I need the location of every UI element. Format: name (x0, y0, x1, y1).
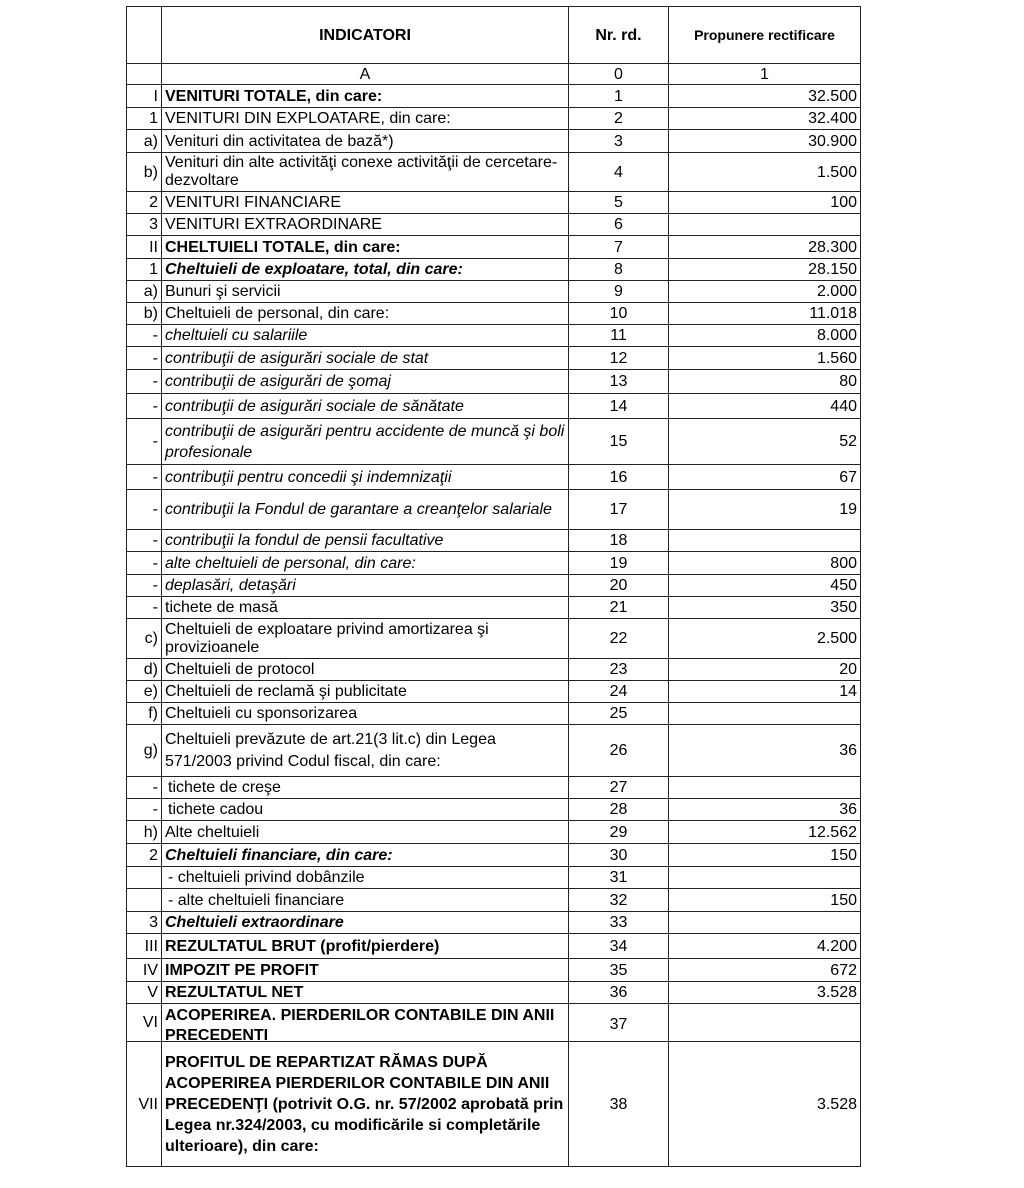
row-value: 2.000 (669, 281, 861, 303)
row-value: 32.500 (669, 85, 861, 108)
table-row (127, 394, 861, 419)
row-value: 350 (669, 597, 861, 619)
table-row (127, 214, 861, 236)
row-value (669, 867, 861, 889)
row-number: 10 (569, 303, 669, 325)
row-index: b) (127, 153, 162, 192)
row-index (127, 889, 162, 912)
table-row (127, 108, 861, 130)
row-number: 35 (569, 959, 669, 982)
row-label: VENITURI TOTALE, din care: (162, 85, 569, 108)
row-index: - (127, 552, 162, 575)
table-row (127, 419, 861, 465)
row-index: - (127, 325, 162, 347)
row-number: 11 (569, 325, 669, 347)
row-number: 20 (569, 575, 669, 597)
row-label: CHELTUIELI TOTALE, din care: (162, 236, 569, 259)
row-value: 12.562 (669, 821, 861, 844)
row-index: - (127, 575, 162, 597)
row-label: Cheltuieli de reclamă şi publicitate (162, 681, 569, 703)
column-letter-a: A (162, 64, 569, 85)
table-row (127, 703, 861, 725)
table-row (127, 192, 861, 214)
table-row (127, 1004, 861, 1042)
row-label: VENITURI FINANCIARE (162, 192, 569, 214)
row-index: - (127, 370, 162, 394)
column-letter-1: 1 (669, 64, 861, 85)
row-label: tichete de masă (162, 597, 569, 619)
table-row (127, 347, 861, 370)
row-label: Cheltuieli extraordinare (162, 912, 569, 934)
row-number: 36 (569, 982, 669, 1004)
row-value: 800 (669, 552, 861, 575)
table-row (127, 844, 861, 867)
row-number: 4 (569, 153, 669, 192)
row-value: 3.528 (669, 982, 861, 1004)
row-label: tichete cadou (162, 799, 569, 821)
table-row (127, 889, 861, 912)
row-number: 12 (569, 347, 669, 370)
row-number: 34 (569, 934, 669, 959)
row-label: contribuţii la fondul de pensii facultative (162, 530, 569, 552)
row-label: contribuţii la Fondul de garantare a creanţelor salariale (162, 490, 569, 530)
row-label: IMPOZIT PE PROFIT (162, 959, 569, 982)
row-number: 17 (569, 490, 669, 530)
row-value: 14 (669, 681, 861, 703)
table-row (127, 370, 861, 394)
table-row (127, 575, 861, 597)
row-index: 1 (127, 259, 162, 281)
table-row (127, 281, 861, 303)
row-number: 3 (569, 130, 669, 153)
row-number: 22 (569, 619, 669, 659)
row-label: contribuţii de asigurări sociale de stat (162, 347, 569, 370)
row-index: 3 (127, 912, 162, 934)
row-number: 30 (569, 844, 669, 867)
row-label: Cheltuieli de protocol (162, 659, 569, 681)
row-value: 32.400 (669, 108, 861, 130)
table-row (127, 303, 861, 325)
row-label-text: Cheltuieli de exploatare privind amortizarea şi provizioanele (165, 620, 489, 656)
row-number: 23 (569, 659, 669, 681)
row-number: 29 (569, 821, 669, 844)
row-index: - (127, 799, 162, 821)
row-label: VENITURI EXTRAORDINARE (162, 214, 569, 236)
row-value (669, 912, 861, 934)
row-number: 18 (569, 530, 669, 552)
row-index: g) (127, 725, 162, 777)
row-number: 16 (569, 465, 669, 490)
row-index: - (127, 419, 162, 465)
row-number: 26 (569, 725, 669, 777)
row-label: REZULTATUL NET (162, 982, 569, 1004)
letter-index-cell (127, 64, 162, 85)
row-index: 2 (127, 192, 162, 214)
row-number: 27 (569, 777, 669, 799)
row-value: 80 (669, 370, 861, 394)
row-label: contribuţii pentru concedii şi indemnizaţii (162, 465, 569, 490)
row-label-text: Venituri din alte activităţi conexe activităţii de cercetare-dezvoltare (165, 154, 558, 189)
row-number: 15 (569, 419, 669, 465)
row-number: 28 (569, 799, 669, 821)
table-row (127, 777, 861, 799)
row-number: 32 (569, 889, 669, 912)
row-value: 28.300 (669, 236, 861, 259)
row-label: Cheltuieli de exploatare, total, din care: (162, 259, 569, 281)
row-value: 672 (669, 959, 861, 982)
row-value: 11.018 (669, 303, 861, 325)
row-label: PROFITUL DE REPARTIZAT RĂMAS DUPĂ ACOPERIREA PIERDERILOR CONTABILE DIN ANII PRECEDENŢI (potrivit O.G. nr. 57/2002 aprobată prin Legea nr.324/2003, cu modificările si completările ulterioare), din care: (162, 1042, 569, 1167)
row-index: IV (127, 959, 162, 982)
header-proposal: Propunere rectificare (669, 7, 861, 64)
row-value: 2.500 (669, 619, 861, 659)
row-index: II (127, 236, 162, 259)
row-index (127, 867, 162, 889)
table-row (127, 619, 861, 659)
row-number: 14 (569, 394, 669, 419)
row-label: alte cheltuieli de personal, din care: (162, 552, 569, 575)
row-index: 2 (127, 844, 162, 867)
table-row (127, 799, 861, 821)
table-row (127, 821, 861, 844)
row-value: 1.560 (669, 347, 861, 370)
column-letter-0: 0 (569, 64, 669, 85)
row-index: a) (127, 281, 162, 303)
row-index: a) (127, 130, 162, 153)
header-row (127, 7, 861, 64)
row-number: 8 (569, 259, 669, 281)
row-label: Cheltuieli de personal, din care: (162, 303, 569, 325)
table-row (127, 597, 861, 619)
row-index: h) (127, 821, 162, 844)
table-row (127, 85, 861, 108)
row-index: 1 (127, 108, 162, 130)
row-value: 67 (669, 465, 861, 490)
row-label: contribuţii de asigurări de şomaj (162, 370, 569, 394)
row-number: 1 (569, 85, 669, 108)
budget-table (126, 6, 861, 1167)
row-value (669, 1004, 861, 1042)
row-index: - (127, 465, 162, 490)
row-value: 150 (669, 844, 861, 867)
row-index: VII (127, 1042, 162, 1167)
row-index: - (127, 490, 162, 530)
row-label: Cheltuieli prevăzute de art.21(3 lit.c) din Legea 571/2003 privind Codul fiscal, din care: (162, 725, 569, 777)
row-label: contribuţii de asigurări sociale de sănătate (162, 394, 569, 419)
row-number: 38 (569, 1042, 669, 1167)
header-indicator: INDICATORI (162, 7, 569, 64)
row-label: cheltuieli cu salariile (162, 325, 569, 347)
row-value: 8.000 (669, 325, 861, 347)
row-label: VENITURI DIN EXPLOATARE, din care: (162, 108, 569, 130)
row-label: tichete de creşe (162, 777, 569, 799)
row-index: f) (127, 703, 162, 725)
row-label (162, 619, 569, 659)
table-row (127, 236, 861, 259)
row-index: 3 (127, 214, 162, 236)
row-label: Venituri din activitatea de bază*) (162, 130, 569, 153)
row-number: 31 (569, 867, 669, 889)
row-index: - (127, 347, 162, 370)
row-value: 36 (669, 725, 861, 777)
table-row (127, 867, 861, 889)
row-value: 28.150 (669, 259, 861, 281)
row-value (669, 214, 861, 236)
row-value: 20 (669, 659, 861, 681)
table-row (127, 259, 861, 281)
row-label: REZULTATUL BRUT (profit/pierdere) (162, 934, 569, 959)
row-number: 6 (569, 214, 669, 236)
table-row (127, 934, 861, 959)
table-row (127, 552, 861, 575)
row-value: 4.200 (669, 934, 861, 959)
row-label: deplasări, detaşări (162, 575, 569, 597)
row-index: III (127, 934, 162, 959)
row-value: 1.500 (669, 153, 861, 192)
row-value (669, 530, 861, 552)
table-row (127, 1042, 861, 1167)
row-index: - (127, 777, 162, 799)
row-label (162, 153, 569, 192)
table-row (127, 725, 861, 777)
row-label-text: ACOPERIREA. PIERDERILOR CONTABILE DIN ANII PRECEDENTI (165, 1006, 555, 1040)
row-number: 25 (569, 703, 669, 725)
row-index: VI (127, 1004, 162, 1042)
table-row (127, 659, 861, 681)
row-index: c) (127, 619, 162, 659)
row-number: 24 (569, 681, 669, 703)
row-value: 30.900 (669, 130, 861, 153)
row-value: 150 (669, 889, 861, 912)
row-index: - (127, 530, 162, 552)
row-label: Cheltuieli cu sponsorizarea (162, 703, 569, 725)
row-value: 19 (669, 490, 861, 530)
row-label: - cheltuieli privind dobânzile (162, 867, 569, 889)
row-value: 440 (669, 394, 861, 419)
row-index: e) (127, 681, 162, 703)
row-number: 2 (569, 108, 669, 130)
row-index: b) (127, 303, 162, 325)
row-label: Alte cheltuieli (162, 821, 569, 844)
row-index: - (127, 597, 162, 619)
row-number: 21 (569, 597, 669, 619)
row-number: 13 (569, 370, 669, 394)
row-label: contribuţii de asigurări pentru accidente de muncă şi boli profesionale (162, 419, 569, 465)
row-number: 33 (569, 912, 669, 934)
table-row (127, 325, 861, 347)
table-row (127, 959, 861, 982)
row-number: 9 (569, 281, 669, 303)
row-value (669, 777, 861, 799)
row-label: Cheltuieli financiare, din care: (162, 844, 569, 867)
table-row (127, 153, 861, 192)
row-number: 19 (569, 552, 669, 575)
table-row (127, 912, 861, 934)
table-row (127, 681, 861, 703)
row-value (669, 703, 861, 725)
row-index: - (127, 394, 162, 419)
table-row (127, 130, 861, 153)
row-value: 3.528 (669, 1042, 861, 1167)
row-value: 450 (669, 575, 861, 597)
row-number: 7 (569, 236, 669, 259)
row-label: Bunuri şi servicii (162, 281, 569, 303)
header-index-cell (127, 7, 162, 64)
column-letter-row (127, 64, 861, 85)
row-number: 5 (569, 192, 669, 214)
row-label (162, 1004, 569, 1042)
row-value: 100 (669, 192, 861, 214)
row-value: 52 (669, 419, 861, 465)
table-row (127, 490, 861, 530)
table-row (127, 982, 861, 1004)
row-index: I (127, 85, 162, 108)
row-index: d) (127, 659, 162, 681)
row-index: V (127, 982, 162, 1004)
row-label: - alte cheltuieli financiare (162, 889, 569, 912)
header-nr-rd: Nr. rd. (569, 7, 669, 64)
table-row (127, 465, 861, 490)
table-row (127, 530, 861, 552)
row-value: 36 (669, 799, 861, 821)
row-number: 37 (569, 1004, 669, 1042)
